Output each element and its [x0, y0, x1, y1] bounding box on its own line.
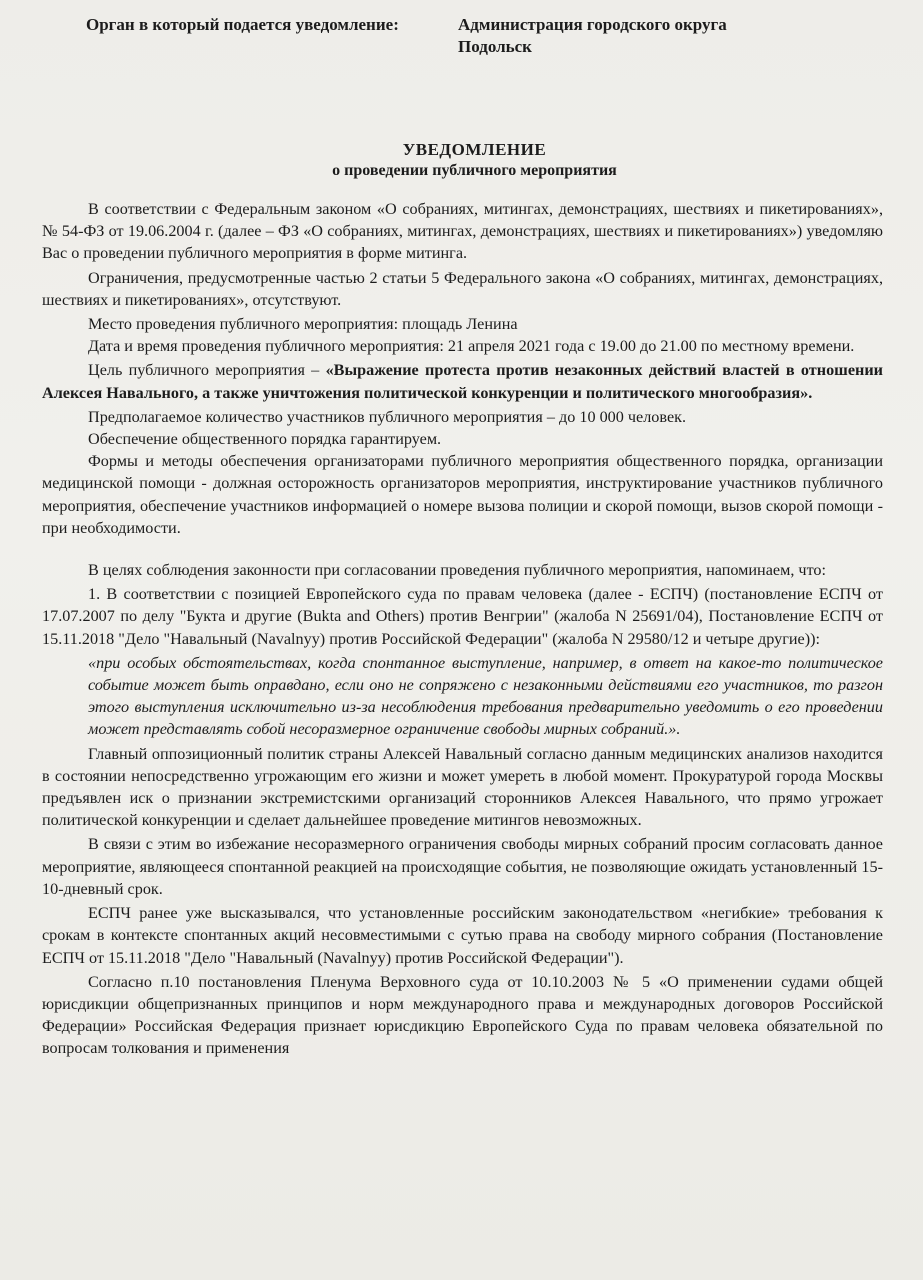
paragraph-participants: Предполагаемое количество участников публичного мероприятия – до 10 000 человек. — [88, 407, 687, 426]
paragraph-echr-deadlines: ЕСПЧ ранее уже высказывался, что установленные российским законодательством «негибкие» требования к срокам в контексте спонтанных акций несовместимыми с сутью права на свободу мирного собрания (Постановление ЕСПЧ от 15.11.2018 "Дело "Навальный (Navalnyy) против Российской Федерации"). — [42, 904, 883, 967]
paragraph-law-reference: В соответствии с Федеральным законом «О собраниях, митингах, демонстрациях, шествиях и пикетированиях», № 54-ФЗ от 19.06.2004 г. (далее – ФЗ «О собраниях, митингах, демонстрациях, шествиях и пикетированиях») уведомляю Вас о проведении публичного мероприятия в форме митинга. — [42, 200, 883, 263]
addressee-label: Орган в который подается уведомление: — [86, 15, 399, 34]
paragraph-order: Обеспечение общественного порядка гарантируем. — [88, 430, 442, 449]
paragraph-location: Место проведения публичного мероприятия: площадь Ленина — [88, 315, 518, 334]
addressee-value-line1: Администрация городского округа — [458, 15, 727, 34]
addressee-value — [458, 14, 788, 58]
paragraph-reminder: В целях соблюдения законности при согласовании проведения публичного мероприятия, напоминаем, что: — [88, 561, 827, 580]
paragraph-navalny-health: Главный оппозиционный политик страны Алексей Навальный согласно данным медицинских анализов находится в состоянии непосредственно угрожающим его жизни и может умереть в любой момент. Прокуратурой города Москвы предъявлен иск о признании экстремистскими организаций сторонников Алексея Навального, что прямо угрожает политической конкуренции и сделает дальнейшее проведение митингов невозможных. — [42, 744, 883, 830]
spacer — [42, 541, 883, 559]
paragraph-supreme-court: Согласно п.10 постановления Пленума Верховного суда от 10.10.2003 № 5 «О применении судами общей юрисдикции общепризнанных принципов и норм международного права и международных договоров Российской Федерации» Российская Федерация признает юрисдикцию Европейского Суда по правам человека обязательной по вопросам толкования и применения — [42, 972, 883, 1058]
paragraph-echr-position: 1. В соответствии с позицией Европейского суда по правам человека (далее - ЕСПЧ) (постановление ЕСПЧ от 17.07.2007 по делу "Букта и другие (Bukta and Others) против Венгрии" (жалоба N 25691/04), Постановление ЕСПЧ от 15.11.2018 "Дело "Навальный (Navalnyy) против Российской Федерации" (жалоба N 29580/12 и четыре другие)): — [42, 585, 883, 648]
document-subtitle: о проведении публичного мероприятия — [332, 162, 617, 179]
paragraph-request: В связи с этим во избежание несоразмерного ограничения свободы мирных собраний просим согласовать данное мероприятие, являющееся спонтанной реакцией на происходящие события, не позволяющие ожидать установленный 15-10-дневный срок. — [42, 835, 883, 898]
purpose-prefix: Цель публичного мероприятия – — [88, 361, 326, 380]
document-title: УВЕДОМЛЕНИЕ — [402, 140, 547, 159]
purpose-text: «Выражение протеста против незаконных действий властей в отношении Алексея Навального, а также уничтожения политической конкуренции и политического многообразия». — [42, 361, 883, 402]
addressee-block — [86, 14, 883, 58]
paragraph-datetime: Дата и время проведения публичного мероприятия: 21 апреля 2021 года с 19.00 до 21.00 по местному времени. — [88, 337, 855, 356]
paragraph-quote: «при особых обстоятельствах, когда спонтанное выступление, например, в ответ на какое-то политическое событие может быть оправдано, если оно не сопряжено с незаконными действиями его участников, то разгон этого выступления исключительно из-за несоблюдения требования предварительно уведомить о его проведении может представлять собой несоразмерное ограничение свободы мирных собраний.». — [88, 653, 883, 739]
document-body — [42, 198, 883, 1060]
paragraph-restrictions: Ограничения, предусмотренные частью 2 статьи 5 Федерального закона «О собраниях, митингах, демонстрациях, шествиях и пикетированиях», отсутствуют. — [42, 268, 883, 309]
paragraph-methods: Формы и методы обеспечения организаторами публичного мероприятия общественного порядка, организации медицинской помощи - должная осторожность организаторов мероприятия, инструктирование участников публичного мероприятия, обеспечение участников информацией о номере вызова полиции и скорой помощи, вызов скорой помощи - при необходимости. — [42, 452, 883, 537]
paragraph-purpose — [42, 359, 883, 403]
addressee-value-line2: Подольск — [458, 37, 532, 56]
